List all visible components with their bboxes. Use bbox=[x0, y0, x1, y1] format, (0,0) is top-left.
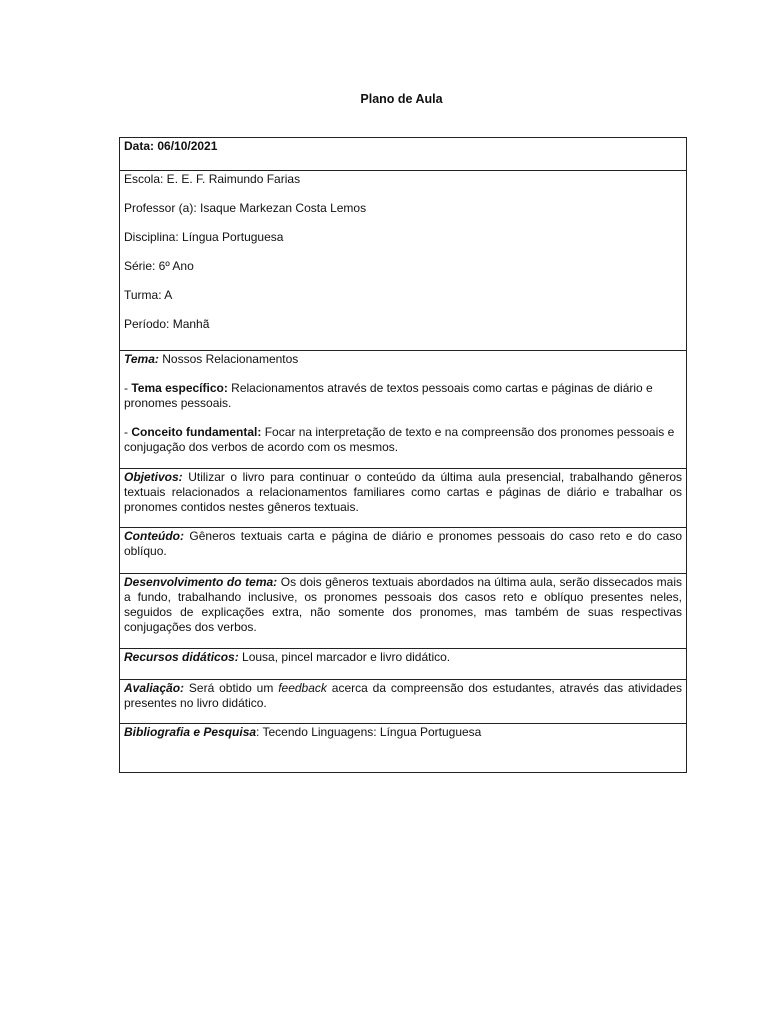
conceito-prefix: - bbox=[124, 425, 132, 439]
bibliografia-text: : Tecendo Linguagens: Língua Portuguesa bbox=[256, 725, 482, 739]
row-recursos bbox=[120, 649, 687, 680]
tema-especifico-prefix: - bbox=[124, 381, 132, 395]
avaliacao-label: Avaliação: bbox=[124, 681, 185, 695]
row-objetivos bbox=[120, 469, 687, 528]
tema-especifico-text: Relacionamentos através de textos pessoais como cartas e páginas de diário e pronomes pessoais. bbox=[124, 381, 653, 410]
avaliacao-text-after: acerca da compreensão dos estudantes, através das atividades presentes no livro didático. bbox=[124, 681, 682, 710]
row-data bbox=[120, 138, 687, 171]
recursos-text: Lousa, pincel marcador e livro didático. bbox=[238, 650, 451, 664]
periodo-text: Período: Manhã bbox=[124, 317, 210, 331]
conceito-label: Conceito fundamental: bbox=[131, 425, 262, 439]
row-conteudo bbox=[120, 528, 687, 574]
avaliacao-text-before: Será obtido um bbox=[184, 681, 279, 695]
row-bibliografia bbox=[120, 724, 687, 773]
page-title: Plano de Aula bbox=[360, 92, 443, 106]
desenvolvimento-text: Os dois gêneros textuais abordados na última aula, serão dissecados mais a fundo, trabalhando inclusive, os pronomes pessoais dos casos reto e oblíquo presentes neles, seguidos de explicações extra, não somente dos pronomes, mas também de suas respectivas conjugações dos verbos. bbox=[124, 575, 683, 634]
recursos-label: Recursos didáticos: bbox=[124, 650, 239, 664]
row-escola bbox=[120, 171, 687, 351]
row-avaliacao bbox=[120, 680, 687, 724]
objetivos-label: Objetivos: bbox=[124, 470, 183, 484]
objetivos-text: Utilizar o livro para continuar o conteúdo da última aula presencial, trabalhando gêneros textuais relacionados a relacionamentos familiares como cartas e páginas de diário e trabalhar os pronomes contidos nestes gêneros textuais. bbox=[124, 470, 682, 514]
lesson-plan-table bbox=[119, 137, 687, 773]
disciplina-text: Disciplina: Língua Portuguesa bbox=[124, 230, 284, 244]
bibliografia-label: Bibliografia e Pesquisa bbox=[124, 725, 257, 739]
row-tema bbox=[120, 351, 687, 469]
tema-especifico-label: Tema específico: bbox=[131, 381, 228, 395]
conteudo-text: Gêneros textuais carta e página de diário e pronomes pessoais do caso reto e do caso oblíquo. bbox=[124, 529, 682, 558]
serie-text: Série: 6º Ano bbox=[124, 259, 194, 273]
turma-text: Turma: A bbox=[124, 288, 173, 302]
tema-label: Tema: bbox=[124, 352, 159, 366]
data-label: Data: 06/10/2021 bbox=[124, 139, 218, 153]
row-desenvolvimento bbox=[120, 574, 687, 649]
professor-text: Professor (a): Isaque Markezan Costa Lemos bbox=[124, 201, 367, 215]
escola-text: Escola: E. E. F. Raimundo Farias bbox=[124, 172, 301, 186]
conteudo-label: Conteúdo: bbox=[124, 529, 184, 543]
avaliacao-feedback: feedback bbox=[278, 681, 327, 695]
desenvolvimento-label: Desenvolvimento do tema: bbox=[124, 575, 278, 589]
tema-value: Nossos Relacionamentos bbox=[158, 352, 299, 366]
conceito-text: Focar na interpretação de texto e na compreensão dos pronomes pessoais e conjugação dos verbos de acordo com os mesmos. bbox=[124, 425, 675, 454]
